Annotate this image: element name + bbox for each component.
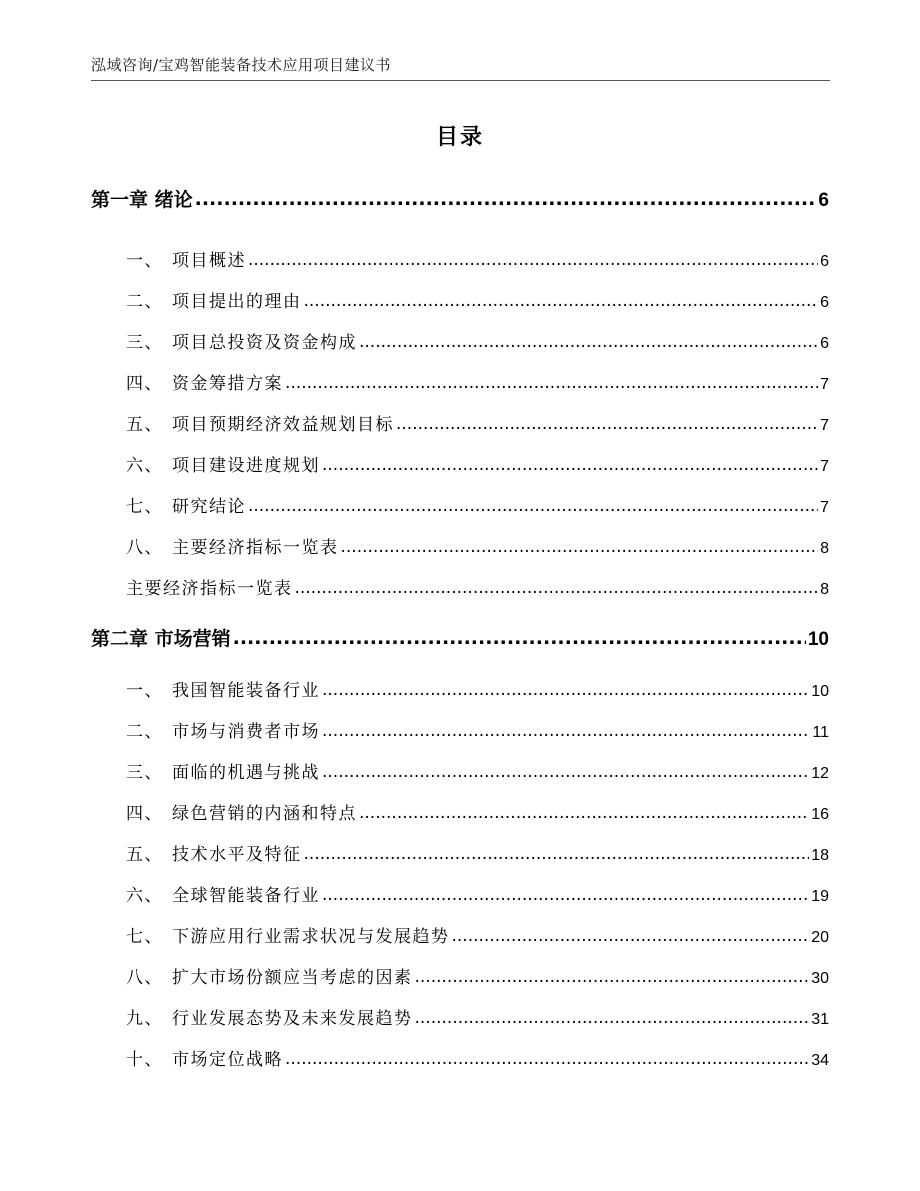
toc-entry[interactable] bbox=[126, 1045, 829, 1070]
toc-leader-dots bbox=[248, 496, 818, 516]
toc-leader-dots bbox=[452, 926, 810, 946]
toc-page-number: 6 bbox=[818, 190, 829, 211]
toc-entry[interactable] bbox=[126, 328, 829, 353]
toc-entry-label: 三、 项目总投资及资金构成 bbox=[126, 333, 357, 353]
toc-chapter-label: 第二章 市场营销 bbox=[91, 628, 231, 650]
toc-title: 目录 bbox=[435, 125, 484, 150]
toc-page-number: 10 bbox=[811, 683, 829, 700]
toc-entry-label: 六、 项目建设进度规划 bbox=[126, 456, 320, 476]
toc-leader-dots bbox=[322, 455, 818, 475]
toc-entry[interactable] bbox=[126, 840, 829, 865]
toc-entry[interactable] bbox=[126, 1004, 829, 1029]
toc-entry-label: 八、 主要经济指标一览表 bbox=[126, 538, 339, 558]
toc-leader-dots bbox=[285, 373, 818, 393]
toc-page-number: 6 bbox=[820, 335, 829, 352]
toc-table-entry[interactable] bbox=[126, 574, 829, 599]
toc-entry-label: 七、 研究结论 bbox=[126, 497, 246, 517]
toc-entry-label: 九、 行业发展态势及未来发展趋势 bbox=[126, 1009, 413, 1029]
toc-page-number: 7 bbox=[820, 499, 829, 516]
toc-leader-dots bbox=[248, 250, 818, 270]
toc-entry[interactable] bbox=[126, 758, 829, 783]
toc-page-number: 10 bbox=[807, 629, 829, 650]
toc-page-number: 6 bbox=[820, 294, 829, 311]
toc-entry-label: 十、 市场定位战略 bbox=[126, 1050, 283, 1070]
toc-page-number: 31 bbox=[811, 1011, 829, 1028]
toc-entry[interactable] bbox=[126, 369, 829, 394]
toc-page-number: 8 bbox=[820, 581, 829, 598]
toc-entry[interactable] bbox=[126, 922, 829, 947]
toc-page-number: 6 bbox=[820, 253, 829, 270]
toc-entry-label: 五、 项目预期经济效益规划目标 bbox=[126, 415, 394, 435]
toc-chapter-2[interactable] bbox=[91, 624, 829, 651]
toc-page-number: 11 bbox=[812, 724, 829, 741]
toc-entry-label: 四、 绿色营销的内涵和特点 bbox=[126, 804, 357, 824]
toc-leader-dots bbox=[415, 1008, 810, 1028]
toc-entry[interactable] bbox=[126, 451, 829, 476]
toc-entry[interactable] bbox=[126, 676, 829, 701]
toc-page-number: 19 bbox=[811, 888, 829, 905]
toc-entry[interactable] bbox=[126, 492, 829, 517]
toc-entry[interactable] bbox=[126, 533, 829, 558]
toc-leader-dots bbox=[304, 291, 819, 311]
toc-entry-label: 七、 下游应用行业需求状况与发展趋势 bbox=[126, 927, 450, 947]
toc-page-number: 7 bbox=[820, 458, 829, 475]
toc-entry-label: 五、 技术水平及特征 bbox=[126, 845, 302, 865]
toc-entry[interactable] bbox=[126, 717, 829, 742]
toc-entry-label: 一、 我国智能装备行业 bbox=[126, 681, 320, 701]
toc-page-number: 34 bbox=[811, 1052, 829, 1069]
toc-entry-label: 四、 资金筹措方案 bbox=[126, 374, 283, 394]
toc-page-number: 18 bbox=[811, 847, 829, 864]
toc-chapter-label: 第一章 绪论 bbox=[91, 189, 193, 211]
toc-entry-label: 六、 全球智能装备行业 bbox=[126, 886, 320, 906]
toc-entry[interactable] bbox=[126, 410, 829, 435]
toc-page-number: 7 bbox=[820, 417, 829, 434]
toc-leader-dots bbox=[322, 762, 809, 782]
toc-leader-dots bbox=[415, 967, 810, 987]
toc-entry[interactable] bbox=[126, 799, 829, 824]
toc-leader-dots bbox=[359, 332, 818, 352]
running-header: 泓域咨询/宝鸡智能装备技术应用项目建议书 bbox=[91, 56, 392, 74]
toc-leader-dots bbox=[233, 627, 806, 649]
toc-leader-dots bbox=[359, 803, 809, 823]
toc-leader-dots bbox=[285, 1049, 809, 1069]
toc-entry-label: 八、 扩大市场份额应当考虑的因素 bbox=[126, 968, 413, 988]
toc-entry-label: 三、 面临的机遇与挑战 bbox=[126, 763, 320, 783]
toc-leader-dots bbox=[304, 844, 810, 864]
toc-page-number: 20 bbox=[811, 929, 829, 946]
toc-page-number: 16 bbox=[811, 806, 829, 823]
toc-page-number: 8 bbox=[820, 540, 829, 557]
toc-leader-dots bbox=[195, 188, 817, 210]
toc-page-number: 12 bbox=[811, 765, 829, 782]
toc-leader-dots bbox=[322, 885, 809, 905]
toc-leader-dots bbox=[295, 578, 819, 598]
toc-entry[interactable] bbox=[126, 246, 829, 271]
toc-leader-dots bbox=[322, 680, 809, 700]
toc-entry[interactable] bbox=[126, 963, 829, 988]
toc-leader-dots bbox=[341, 537, 819, 557]
toc-chapter-1[interactable] bbox=[91, 185, 829, 212]
toc-entry[interactable] bbox=[126, 287, 829, 312]
toc-entry-label: 二、 项目提出的理由 bbox=[126, 292, 302, 312]
toc-leader-dots bbox=[396, 414, 818, 434]
toc-entry-label: 一、 项目概述 bbox=[126, 251, 246, 271]
toc-page-number: 7 bbox=[820, 376, 829, 393]
toc-entry-label: 二、 市场与消费者市场 bbox=[126, 722, 320, 742]
toc-leader-dots bbox=[322, 721, 810, 741]
toc-entry-label: 主要经济指标一览表 bbox=[126, 579, 293, 599]
toc-entry[interactable] bbox=[126, 881, 829, 906]
toc-page-number: 30 bbox=[811, 970, 829, 987]
